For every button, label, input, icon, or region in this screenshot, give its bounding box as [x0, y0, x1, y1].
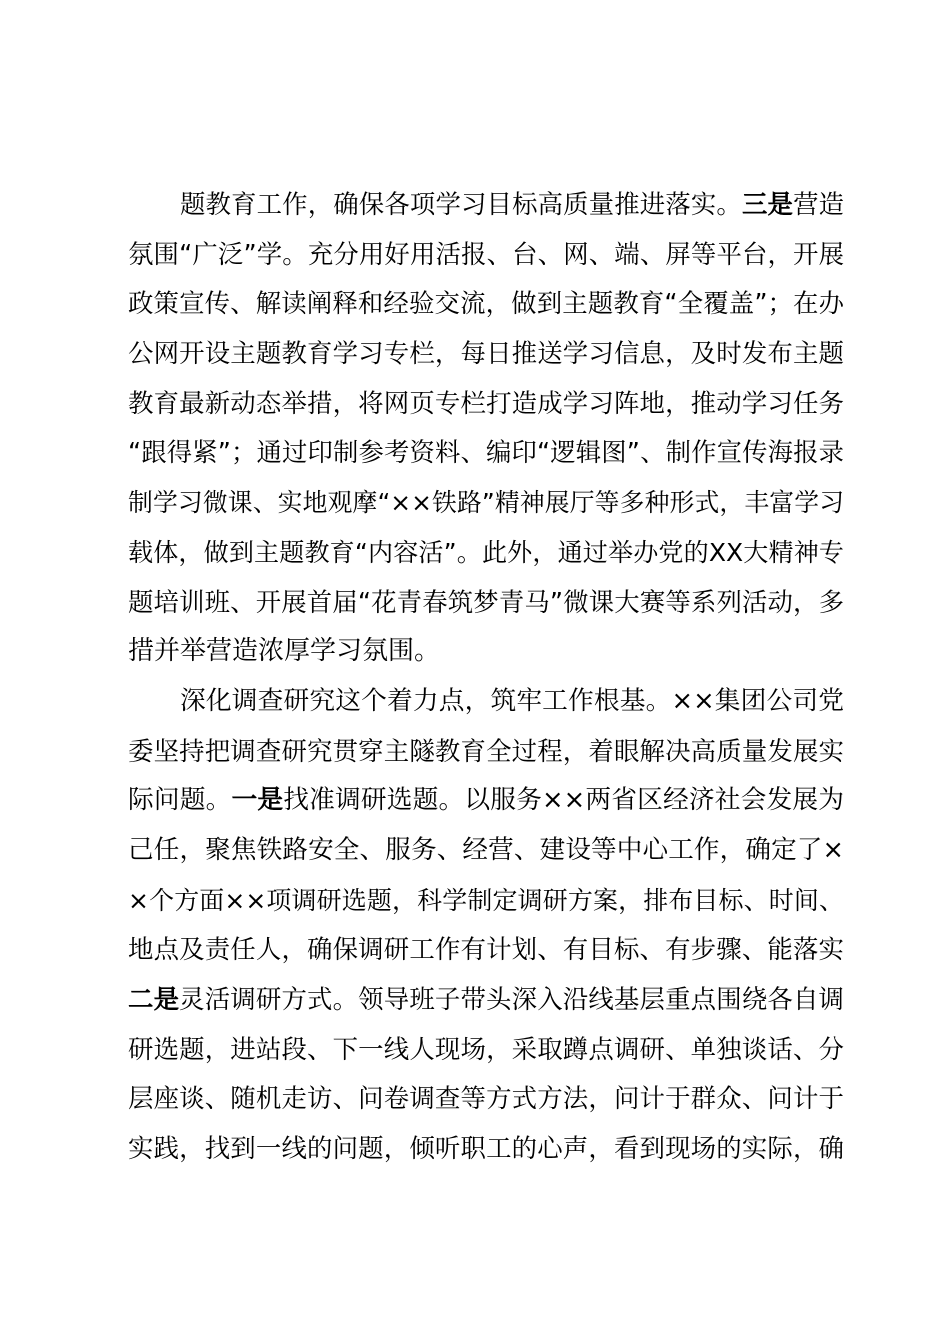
text-run: “跟得紧”；通过印制参考资料、编印“逻辑图”、制作宣传海报录: [128, 437, 844, 468]
text-run: 地点及责任人，确保调研工作有计划、有目标、有步骤、能落实: [128, 934, 844, 965]
text-line: [128, 1124, 844, 1174]
text-run: 措并举营造浓厚学习氛围。: [128, 636, 441, 667]
text-line: [128, 180, 844, 230]
body-text: [128, 180, 844, 1174]
text-line: [128, 478, 844, 528]
text-run: ×个方面××项调研选题，科学制定调研方案，排布目标、时间、: [128, 885, 844, 915]
text-line: [128, 428, 844, 478]
text-run: 营造: [793, 189, 844, 219]
text-line: [128, 379, 844, 429]
bold-run: 三是: [741, 189, 794, 219]
text-run: 研选题，进站段、下一线人现场，采取蹲点调研、单独谈话、分: [128, 1033, 844, 1064]
text-line: [128, 279, 844, 329]
text-line: [128, 975, 844, 1025]
text-run: 灵活调研方式。领导班子带头深入沿线基层重点围绕各自调: [179, 984, 844, 1014]
bold-run: 二是: [128, 984, 180, 1014]
text-run: 题培训班、开展首届“花青春筑梦青马”微课大赛等系列活动，多: [128, 586, 844, 617]
text-line: [128, 230, 844, 280]
text-run: 际问题。: [128, 785, 232, 816]
text-run: 教育最新动态举措，将网页专栏打造成学习阵地，推动学习任务: [128, 387, 844, 418]
text-line: [128, 528, 844, 578]
text-line: [128, 776, 844, 826]
text-line: [128, 925, 844, 975]
text-run: 委坚持把调查研究贯穿主隧教育全过程，着眼解决高质量发展实: [128, 735, 844, 766]
text-run: 层座谈、随机走访、问卷调查等方式方法，问计于群众、问计于: [128, 1083, 844, 1114]
text-run: 制学习微课、实地观摩“××铁路”精神展厅等多种形式，丰富学习: [128, 488, 844, 518]
text-line: [128, 727, 844, 777]
text-line: [128, 1074, 844, 1124]
text-line: [128, 876, 844, 926]
text-run: 己任，聚焦铁路安全、服务、经营、建设等中心工作，确定了×: [128, 834, 844, 865]
text-run: 公网开设主题教育学习专栏，每日推送学习信息，及时发布主题: [128, 338, 844, 369]
text-line: [128, 627, 844, 677]
text-line: [128, 677, 844, 727]
text-line: [128, 578, 844, 628]
text-run: 氛围“广泛”学。充分用好用活报、台、网、端、屏等平台，开展: [128, 238, 844, 269]
text-run: 找准调研选题。以服务××两省区经济社会发展为: [283, 785, 844, 816]
text-run: 题教育工作，确保各项学习目标高质量推进落实。: [180, 189, 742, 219]
text-line: [128, 1025, 844, 1075]
text-run: 政策宣传、解读阐释和经验交流，做到主题教育“全覆盖”；在办: [128, 288, 844, 319]
text-line: [128, 826, 844, 876]
bold-run: 一是: [231, 785, 284, 816]
text-run: 实践，找到一线的问题，倾听职工的心声，看到现场的实际，确: [128, 1133, 844, 1164]
text-run: 深化调查研究这个着力点，筑牢工作根基。××集团公司党: [180, 685, 844, 716]
text-line: [128, 329, 844, 379]
text-run: 载体，做到主题教育“内容活”。此外，通过举办党的XX大精神专: [128, 537, 844, 567]
